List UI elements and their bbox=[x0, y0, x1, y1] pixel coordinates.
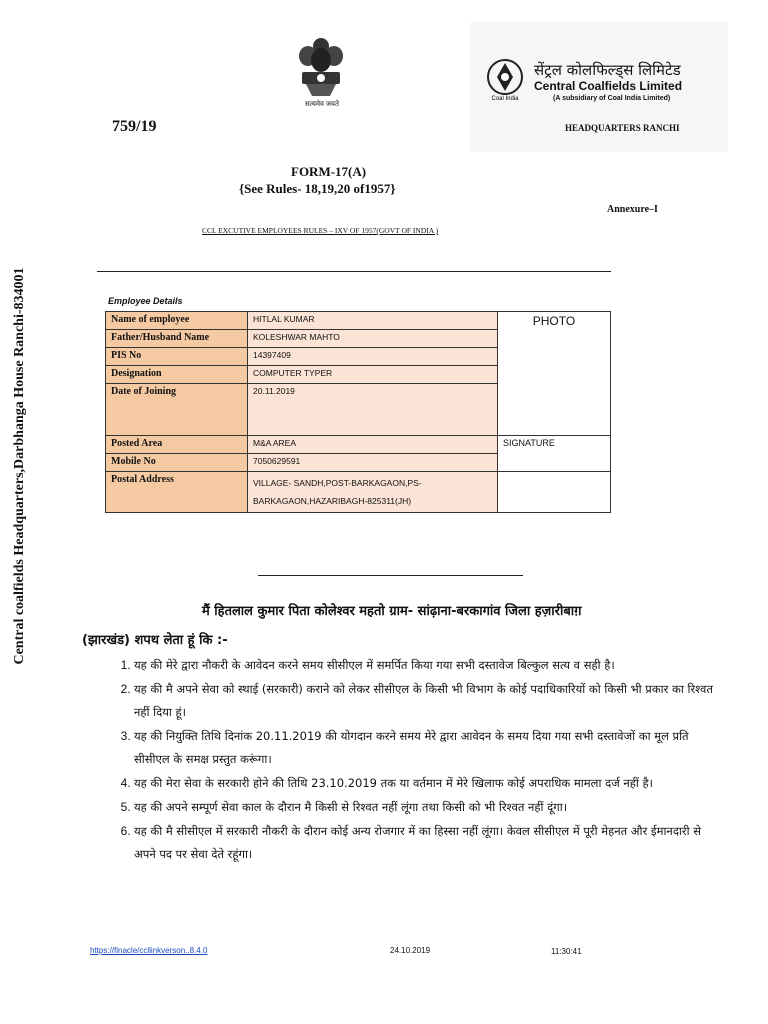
reference-number: 759/19 bbox=[112, 118, 157, 135]
employee-details-table bbox=[105, 311, 611, 513]
empty-cell bbox=[498, 472, 611, 513]
declaration-line-2: (झारखंड) शपथ लेता हूं कि :- bbox=[82, 633, 228, 648]
sidebar-address-text: Central coalfields Headquarters,Darbhanga House Ranchi-834001 bbox=[12, 267, 27, 665]
oath-list bbox=[92, 654, 724, 867]
see-rules: {See Rules- 18,19,20 of1957} bbox=[239, 181, 396, 196]
list-item: 3. यह की नियुक्ति तिथि दिनांक 20.11.2019 की योगदान करने समय मेरे द्वारा आवेदन के समय दिया गया सभी दस्तावेजों का मूल प्रति सीसीएल के समक्ष प्रस्तुत करूंगा। bbox=[134, 725, 724, 771]
coal-india-logo-icon bbox=[486, 58, 524, 102]
table-row bbox=[106, 312, 611, 330]
row-value: COMPUTER TYPER bbox=[248, 366, 498, 384]
row-value: M&A AREA bbox=[248, 436, 498, 454]
footer-link[interactable]: https://finacle/ccllinkverson..8.4.0 bbox=[90, 946, 208, 955]
row-label: Name of employee bbox=[106, 312, 248, 330]
row-label: Postal Address bbox=[106, 472, 248, 513]
emblem-motto: सत्यमेव जयते bbox=[305, 100, 339, 108]
photo-label: PHOTO bbox=[532, 314, 576, 328]
signature-box bbox=[498, 436, 611, 472]
divider-middle bbox=[258, 575, 523, 576]
row-value: KOLESHWAR MAHTO bbox=[248, 330, 498, 348]
row-value: 14397409 bbox=[248, 348, 498, 366]
photo-box bbox=[498, 312, 611, 436]
signature-label: SIGNATURE bbox=[503, 438, 555, 448]
list-item: 5. यह की अपने सम्पूर्ण सेवा काल के दौरान मै किसी से रिश्वत नहीं लूंगा तथा किसी को भी रिश्वत नहीं दूंगा। bbox=[134, 796, 724, 819]
company-name-english: Central Coalfields Limited bbox=[534, 79, 683, 93]
list-item: 4. यह की मेरा सेवा के सरकारी होने की तिथि 23.10.2019 तक या वर्तमान में मेरे खिलाफ कोई अपराधिक मामला दर्ज नहीं है। bbox=[134, 772, 724, 795]
row-label: Father/Husband Name bbox=[106, 330, 248, 348]
hq-label: HEADQUARTERS RANCHI bbox=[565, 123, 680, 133]
divider-top bbox=[97, 271, 611, 272]
form-title: FORM-17(A) bbox=[291, 164, 367, 179]
table-row bbox=[106, 436, 611, 454]
declaration-line-1: मैं हितलाल कुमार पिता कोलेश्वर महतो ग्राम- सांढ़ाना-बरकागांव जिला हज़ारीबाग़ bbox=[202, 604, 582, 619]
company-name-hindi: सेंट्रल कोलफिल्ड्स लिमिटेड bbox=[534, 61, 681, 79]
list-item: 1. यह की मेरे द्वारा नौकरी के आवेदन करने समय सीसीएल में समर्पित किया गया सभी दस्तावेज बिल्कुल सत्य व सही है। bbox=[134, 654, 724, 677]
row-value: HITLAL KUMAR bbox=[248, 312, 498, 330]
row-label: PIS No bbox=[106, 348, 248, 366]
row-label: Posted Area bbox=[106, 436, 248, 454]
footer-time: 11:30:41 bbox=[551, 947, 582, 956]
row-value: 7050629591 bbox=[248, 454, 498, 472]
coal-india-badge-text: Coal India bbox=[491, 96, 519, 102]
footer-date: 24.10.2019 bbox=[390, 946, 431, 955]
annexure-label: Annexure–I bbox=[607, 204, 658, 215]
ccl-rules-title: CCL EXCUTIVE EMPLOYEES RULES – IXV OF 1957(GOVT OF INDIA ) bbox=[202, 226, 439, 235]
company-subsidiary-note: (A subsidiary of Coal India Limited) bbox=[553, 95, 671, 102]
list-item: 2. यह की मै अपने सेवा को स्थाई (सरकारी) कराने को लेकर सीसीएल के किसी भी विभाग के कोई पदाधिकारियों को किसी भी प्रकार का रिश्वत नहीं दिया हूं। bbox=[134, 678, 724, 724]
list-item: 6. यह की मै सीसीएल में सरकारी नौकरी के दौरान कोई अन्य रोजगार में का हिस्सा नहीं लूंगा। केवल सीसीएल में पूरी मेहनत और ईमानदारी से अपने पद पर सेवा देते रहूंगा। bbox=[134, 820, 724, 866]
table-row bbox=[106, 472, 611, 513]
row-label: Mobile No bbox=[106, 454, 248, 472]
row-label: Date of Joining bbox=[106, 384, 248, 436]
row-value: 20.11.2019 bbox=[248, 384, 498, 436]
row-value: VILLAGE- SANDH,POST-BARKAGAON,PS- BARKAGAON,HAZARIBAGH-825311(JH) bbox=[248, 472, 498, 513]
ashoka-emblem-icon bbox=[292, 36, 350, 110]
employee-details-caption: Employee Details bbox=[108, 296, 183, 306]
row-label: Designation bbox=[106, 366, 248, 384]
